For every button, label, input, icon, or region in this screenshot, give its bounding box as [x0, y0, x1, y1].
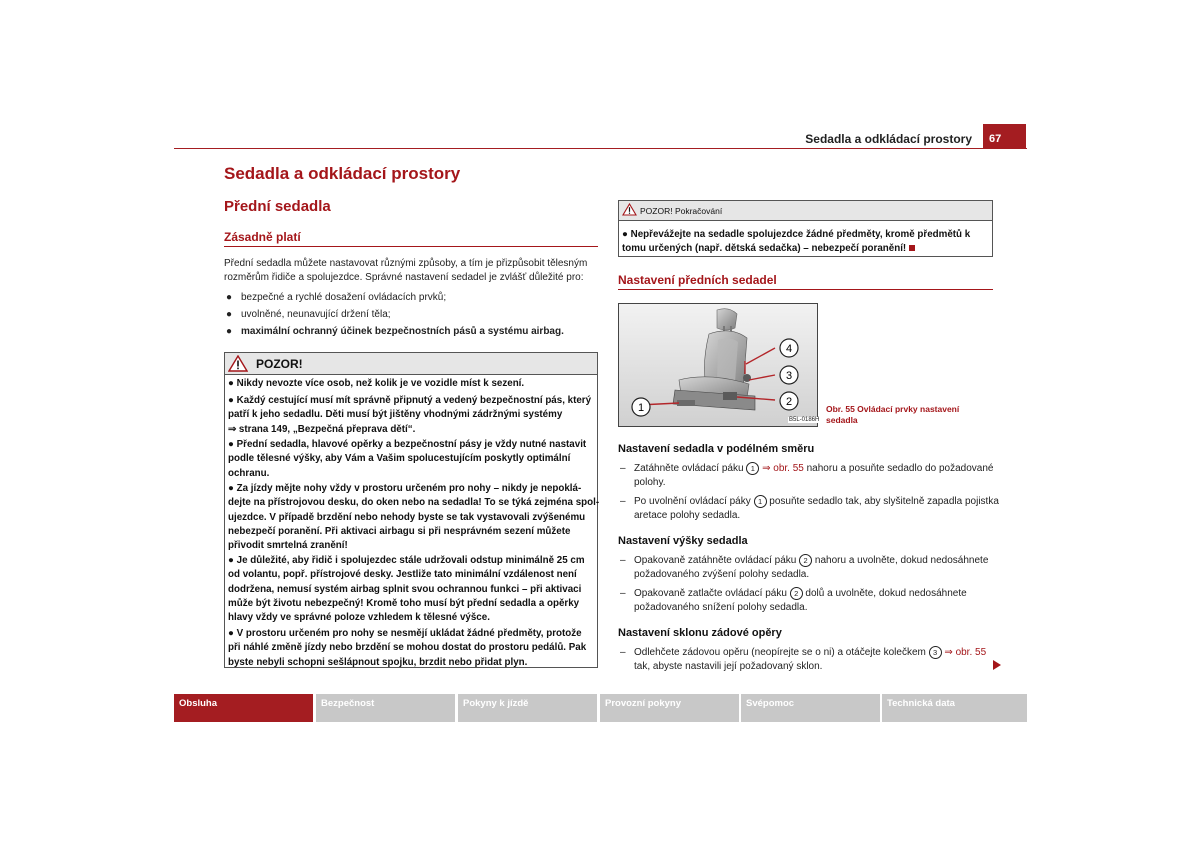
warning-line: patří k jeho sedadlu. Děti musí být jištěny vhodnými zádržnými systémy — [228, 409, 563, 421]
svg-text:4: 4 — [785, 343, 793, 355]
callout-ref: 3 — [929, 646, 942, 659]
warning-continuation-title: POZOR! Pokračování — [640, 206, 723, 216]
warning-line: ⇒ strana 149, „Bezpečná přeprava dětí“. — [228, 423, 416, 435]
step-dash: – — [620, 588, 626, 599]
warning-line: ● Za jízdy mějte nohy vždy v prostoru určeném pro nohy – nikdy je nepoklá- — [228, 483, 582, 494]
step-line — [634, 587, 967, 601]
tab-provozni-pokyny[interactable]: Provozní pokyny — [600, 694, 739, 722]
instruction-heading: Nastavení sedadla v podélném směru — [618, 443, 815, 455]
step-line — [634, 601, 807, 615]
step-dash: – — [620, 463, 626, 474]
intro-paragraph — [224, 257, 598, 284]
step-text: polohy. — [634, 476, 666, 488]
step-text: dolů a uvolněte, dokud nedosáhnete — [802, 588, 967, 599]
caption-line: Obr. 55 Ovládací prvky nastavení — [826, 404, 960, 414]
svg-text:2: 2 — [785, 396, 793, 408]
callout-ref: 2 — [799, 554, 812, 567]
callout-ref: 2 — [790, 587, 803, 600]
callout-ref: 1 — [746, 462, 759, 475]
svg-text:1: 1 — [637, 402, 645, 414]
warning-line: přivodit smrtelná zranění! — [228, 540, 348, 552]
step-text: nahoru a uvolněte, dokud nedosáhnete — [812, 555, 989, 566]
instruction-heading: Nastavení výšky sedadla — [618, 535, 748, 547]
warning-line: ● Nikdy nevozte více osob, než kolik je ve vozidle míst k sezení. — [228, 378, 525, 389]
warning-triangle-icon — [228, 355, 248, 372]
warning-title: POZOR! — [256, 357, 303, 371]
svg-text:3: 3 — [785, 370, 793, 382]
warning-line: ● Každý cestující musí mít správně připnutý a vedený bezpečnostní pás, který — [228, 395, 592, 406]
warning-line: ujezdce. V případě brzdění nebo nehody byste se tak vystavovali zvýšenému — [228, 511, 586, 523]
figure-caption — [826, 404, 986, 426]
callout-4 — [779, 338, 799, 363]
warning-line: podle tělesné výšky, aby Vám a Vašim spolucestujícím poskytly optimální — [228, 453, 571, 465]
callout-2 — [779, 391, 799, 416]
subheading-basics: Zásadně platí — [224, 230, 301, 244]
warning-item — [228, 377, 596, 391]
step-dash: – — [620, 555, 626, 566]
step-text: aretace polohy sedadla. — [634, 509, 741, 521]
instruction-heading: Nastavení sklonu zádové opěry — [618, 627, 782, 639]
continue-arrow-icon — [992, 659, 1002, 671]
running-header-title: Sedadla a odkládací prostory — [805, 132, 972, 146]
warning-line: byste nebyli schopni sešlápnout spojku, brzdit nebo přidat plyn. — [228, 656, 528, 668]
warning-line: ochranu. — [228, 467, 270, 479]
warning-item — [228, 627, 596, 670]
tab-svepomoc[interactable]: Svépomoc — [741, 694, 880, 722]
warning-triangle-icon — [622, 203, 637, 216]
warning-line: ● Přední sedadla, hlavové opěrky a bezpečnostní pásy je vždy nutné nastavit — [228, 439, 587, 450]
callout-1 — [631, 397, 651, 422]
callout-3 — [779, 365, 799, 390]
warning-line: ● V prostoru určeném pro nohy se nesmějí ukládat žádné předměty, protože — [228, 628, 582, 639]
warning-line: ● Je důležité, aby řidič i spolujezdec stále udržovali odstup minimálně 25 cm — [228, 555, 585, 566]
figure-link[interactable]: ⇒ obr. 55 — [944, 647, 987, 658]
warning-line: ● Nepřevážejte na sedadle spolujezdce žádné předměty, kromě předmětů k — [622, 229, 971, 240]
step-line — [634, 509, 740, 523]
warning-line: tomu určených (např. dětská sedačka) – nebezpečí poranění! — [622, 242, 907, 254]
warning-line: dodržena, nemusí systém airbag splnit svou ochrannou funkci – při aktivaci — [228, 583, 582, 595]
warning-line: při náhlé změně jízdy nebo brzdění se mohou dostat do prostoru pedálů. Pak — [228, 642, 587, 654]
step-line — [634, 476, 666, 490]
step-text: požadovaného zvýšení polohy sedadla. — [634, 568, 810, 580]
figure-link[interactable]: ⇒ obr. 55 — [762, 463, 804, 474]
tab-technicka-data[interactable]: Technická data — [882, 694, 1027, 722]
header-rule — [174, 148, 1027, 149]
step-text: posuňte sedadlo tak, aby slyšitelně zapadla pojistka — [766, 496, 999, 507]
warning-line: může být životu nebezpečný! Kromě toho musí být přední sedadla a opěrky — [228, 597, 580, 609]
section-title: Přední sedadla — [224, 198, 331, 215]
step-dash: – — [620, 647, 626, 658]
step-text: Zatáhněte ovládací páku — [634, 463, 747, 474]
intro-line: Přední sedadla můžete nastavovat různými způsoby, a tím je přizpůsobit tělesným — [224, 258, 588, 269]
warning-item — [228, 482, 600, 553]
step-text: Opakovaně zatlačte ovládací páku — [634, 588, 790, 599]
end-mark-icon — [909, 245, 915, 251]
step-line — [634, 646, 986, 660]
figure-code: B5L-0186H — [789, 417, 820, 423]
step-text: Odlehčete zádovou opěru (neopírejte se o ni) a otáčejte kolečkem — [634, 647, 929, 658]
step-text: Po uvolnění ovládací páky — [634, 496, 754, 507]
page-number: 67 — [983, 124, 1026, 148]
bullet-text: maximální ochranný účinek bezpečnostních pásů a systému airbag. — [241, 326, 564, 337]
subheading-seat-adjustment: Nastavení předních sedadel — [618, 273, 777, 287]
tab-bezpecnost[interactable]: Bezpečnost — [316, 694, 455, 722]
callout-ref: 1 — [754, 495, 767, 508]
tab-pokyny-k-jizde[interactable]: Pokyny k jízdě — [458, 694, 597, 722]
bullet-text: bezpečné a rychlé dosažení ovládacích prvků; — [241, 292, 447, 303]
subheading-rule — [618, 289, 993, 290]
warning-continuation-text — [622, 228, 970, 255]
step-line — [634, 495, 999, 509]
bullet-text: uvolněné, neunavující držení těla; — [241, 309, 391, 320]
warning-item — [228, 438, 596, 481]
seat-figure — [618, 303, 818, 427]
step-text: požadovaného snížení polohy sedadla. — [634, 601, 808, 613]
step-text: Opakovaně zatáhněte ovládací páku — [634, 555, 800, 566]
step-text: tak, abyste nastavili její požadovaný sklon. — [634, 660, 823, 672]
warning-item — [228, 394, 596, 437]
step-dash: – — [620, 496, 626, 507]
caption-line: sedadla — [826, 415, 858, 425]
warning-line: dejte na přístrojovou desku, do oken nebo na sedadla! To se týká zejména spol- — [228, 497, 600, 509]
step-text: nahoru a posuňte sedadlo do požadované — [803, 463, 994, 474]
subheading-rule — [224, 246, 598, 247]
step-line — [634, 660, 822, 674]
warning-line: hlavy vždy ve správné poloze vzhledem k tělesné výšce. — [228, 612, 490, 624]
tab-obsluha[interactable]: Obsluha — [174, 694, 313, 722]
warning-line: nebezpečí poranění. Při aktivaci airbagu si při nesprávném sezení můžete — [228, 525, 571, 537]
intro-line: rozměrům řidiče a spolujezdce. Správné nastavení sedadel je zvlášť důležité pro: — [224, 271, 584, 283]
warning-item — [228, 554, 596, 625]
chapter-title: Sedadla a odkládací prostory — [224, 164, 461, 183]
step-line — [634, 568, 809, 582]
step-line — [634, 554, 988, 568]
warning-line: od volantu, popř. přístrojové desky. Jestliže tato minimální vzdálenost není — [228, 569, 577, 581]
step-line — [634, 462, 993, 476]
